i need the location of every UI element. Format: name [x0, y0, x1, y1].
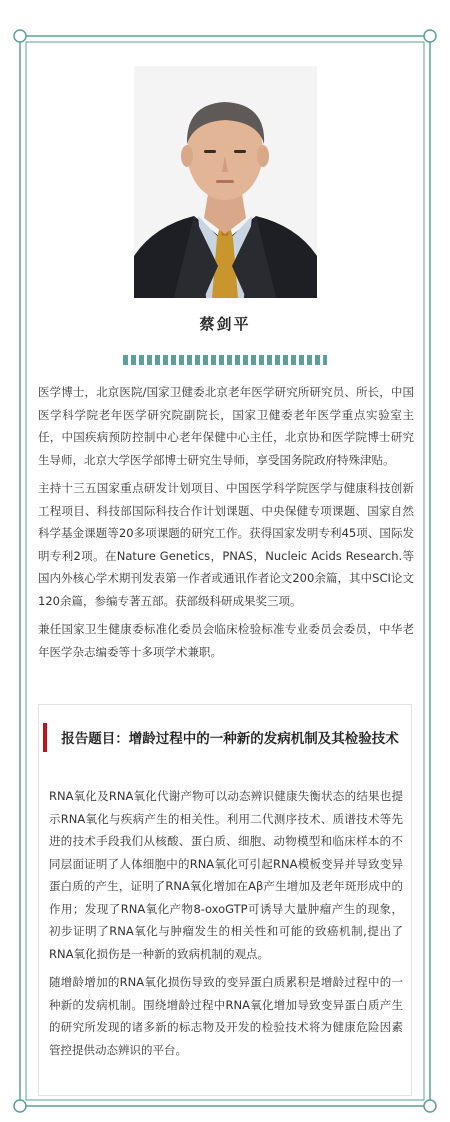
corner-circle-bottom-left — [14, 1100, 26, 1112]
bio-paragraph: 医学博士，北京医院/国家卫健委北京老年医学研究所研究员、所长，中国医学科学院老年医学研究院副院长，国家卫健委老年医学重点实验室主任，中国疾病预防控制中心老年保健中心主任，北京协和医学院博士研究生导师，北京大学医学部博士研究生导师，享受国务院政府特殊津贴。 — [38, 385, 414, 467]
corner-circle-top-left — [14, 30, 26, 42]
person-name: 蔡剑平 — [199, 315, 251, 333]
report-paragraph: RNA氧化及RNA氧化代谢产物可以动态辨识健康失衡状态的结果也提示RNA氧化与疾病产生的相关性。利用二代测序技术、质谱技术等先进的技术手段我们从核酸、蛋白质、细胞、动物模型和临床样本的不同层面证明了人体细胞中的RNA氧化可引起RNA模板变异并导致变异蛋白质的产生，证明了RNA氧化增加在Aβ产生增加及老年斑形成中的作用；发现了RNA氧化产物8-oxoGTP可诱导大量肿瘤产生的现象，初步证明了RNA氧化与肿瘤发生的相关性和可能的致癌机制,提出了RNA氧化损伤是一种新的致病机制的观点。 — [49, 789, 403, 961]
report-box — [38, 704, 412, 1096]
bio-paragraph: 主持十三五国家重点研发计划项目、中国医学科学院医学与健康科技创新工程项目、科技部国际科技合作计划课题、中央保健专项课题、国家自然科学基金课题等20多项课题的研究工作。获得国家发明专利45项、国际发明专利2项。在Nature Genetics，PNAS，Nucleic Acids Research.等国内外核心学术期刊发表第一作者或通讯作者论文200余篇，其中SCI论文120余篇，参编专著五部。获部级科研成果奖三项。 — [38, 481, 414, 608]
bio-section — [38, 381, 414, 669]
report-paragraph: 随增龄增加的RNA氧化损伤导致的变异蛋白质累积是增龄过程中的一种新的发病机制。围绕增龄过程中RNA氧化增加导致变异蛋白质产生的研究所发现的诸多新的标志物及开发的检验技术将为健康危险因素管控提供动态辨识的平台。 — [49, 975, 403, 1057]
portrait-photo — [134, 66, 317, 298]
report-body — [49, 785, 403, 1067]
report-title: 报告题目：增龄过程中的一种新的发病机制及其检验技术 — [43, 723, 409, 752]
section-divider — [123, 355, 327, 365]
corner-circle-top-right — [424, 30, 436, 42]
bio-paragraph: 兼任国家卫生健康委标准化委员会临床检验标准专业委员会委员，中华老年医学杂志编委等十多项学术兼职。 — [38, 622, 414, 659]
corner-circle-bottom-right — [424, 1100, 436, 1112]
